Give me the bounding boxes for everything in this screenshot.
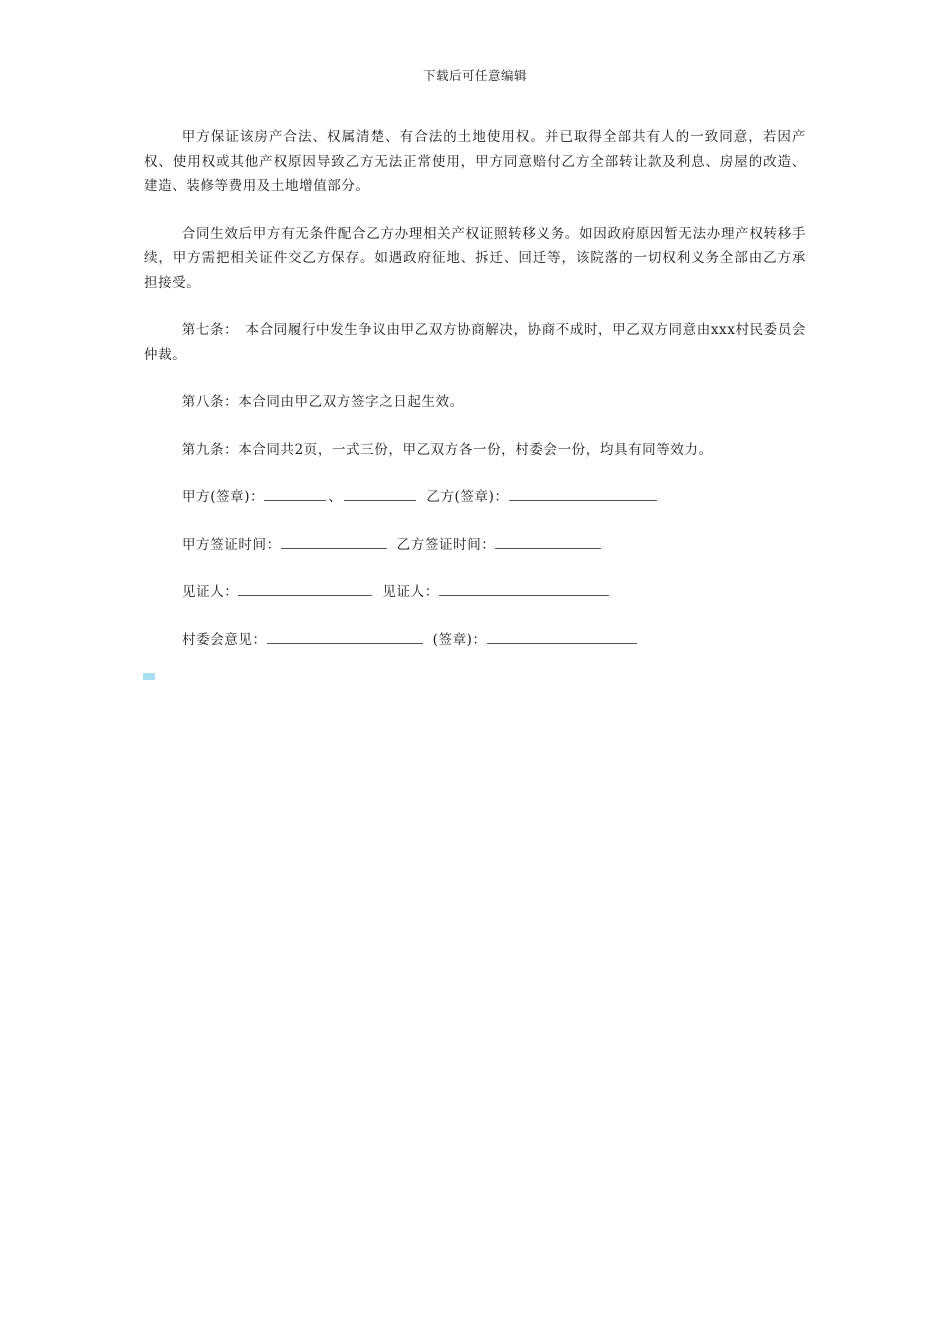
- article-nine: 第九条：本合同共2页，一式三份，甲乙双方各一份，村委会一份，均具有同等效力。: [181, 441, 713, 458]
- contract-body: [144, 125, 806, 675]
- witness-2-label: 见证人：: [382, 584, 439, 600]
- witness-1-label: 见证人：: [182, 584, 239, 600]
- seal-row: [144, 485, 806, 510]
- committee-opinion-label: 村委会意见：: [182, 631, 267, 648]
- party-b-date-blank[interactable]: [495, 534, 601, 549]
- page-header: 下载后可任意编辑: [422, 68, 527, 83]
- party-b-seal-blank[interactable]: [509, 486, 657, 501]
- party-b-seal-label: 乙方(签章)：: [426, 489, 509, 505]
- party-a-seal-blank-1[interactable]: [264, 486, 326, 501]
- committee-seal-label: (签章)：: [432, 631, 487, 648]
- paragraph-ownership-guarantee: 甲方保证该房产合法、权属清楚、有合法的土地使用权。并已取得全部共有人的一致同意，若因产权、使用权或其他产权原因导致乙方无法正常使用，甲方同意赔付乙方全部转让款及利息、房屋的改造、建造、装修等费用及土地增值部分。: [144, 129, 806, 194]
- party-a-date-label: 甲方签证时间：: [182, 536, 281, 553]
- article-eight: 第八条：本合同由甲乙双方签字之日起生效。: [181, 394, 464, 410]
- party-a-date-blank[interactable]: [281, 534, 387, 549]
- article-seven: 第七条： 本合同履行中发生争议由甲乙双方协商解决，协商不成时，甲乙双方同意由xxx村民委员会仲裁。: [144, 322, 806, 363]
- committee-row: [144, 628, 806, 653]
- paragraph-title-transfer: 合同生效后甲方有无条件配合乙方办理相关产权证照转移义务。如因政府原因暂无法办理产权转移手续，甲方需把相关证件交乙方保存。如遇政府征地、拆迁、回迁等，该院落的一切权利义务全部由乙方承担接受。: [144, 225, 806, 291]
- party-a-seal-label: 甲方(签章)：: [182, 489, 265, 505]
- paragraph-marker: [143, 673, 155, 680]
- witness-2-blank[interactable]: [439, 581, 609, 596]
- party-a-seal-blank-2[interactable]: [344, 486, 416, 501]
- signing-date-row: [144, 533, 806, 558]
- witness-1-blank[interactable]: [238, 581, 372, 596]
- witness-row: [144, 580, 806, 605]
- committee-seal-blank[interactable]: [487, 629, 637, 644]
- party-b-date-label: 乙方签证时间：: [396, 536, 496, 553]
- committee-opinion-blank[interactable]: [267, 629, 423, 644]
- seal-separator: 、: [328, 489, 343, 505]
